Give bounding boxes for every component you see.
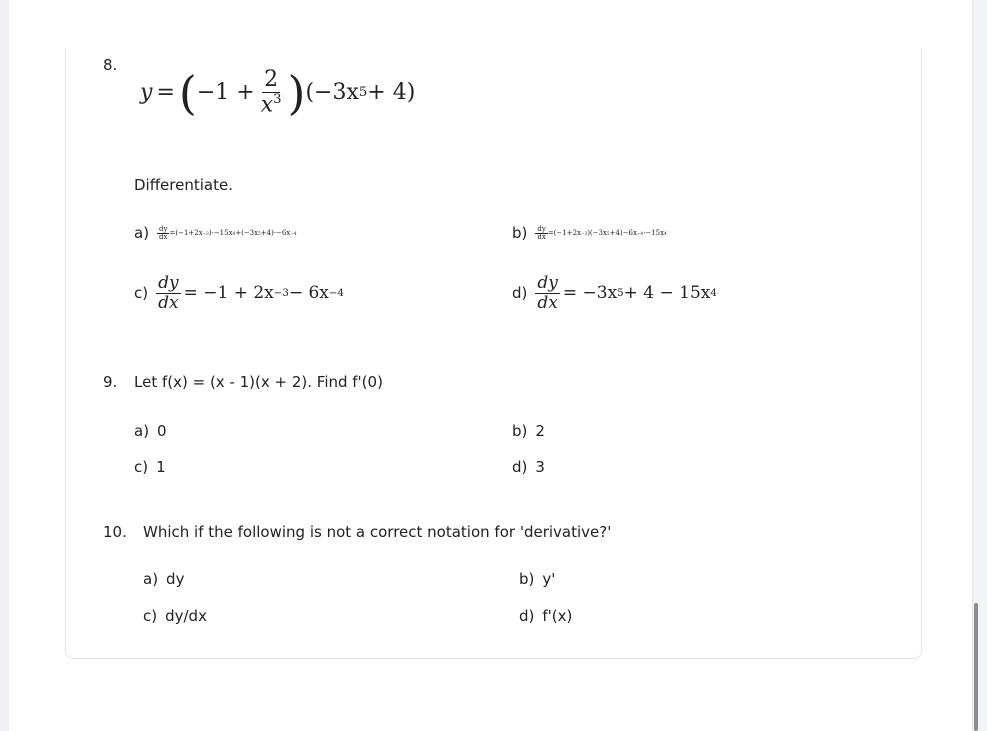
q8-a-exp1: −3 bbox=[202, 230, 209, 236]
question-8-number: 8. bbox=[103, 56, 118, 74]
eq-y: y bbox=[140, 80, 153, 106]
q8-b-exp1: −3 bbox=[581, 230, 588, 236]
q8-c-expr1: = −1 + 2x bbox=[183, 283, 274, 304]
q8-a-exp2: 4 bbox=[232, 230, 236, 236]
q8-a-expr3: +(−3x bbox=[235, 229, 259, 237]
q8-option-d-expression bbox=[535, 274, 717, 312]
q8-c-num: dy bbox=[158, 273, 179, 293]
q8-b-expr1: =(−1+2x bbox=[547, 229, 581, 237]
q8-b-expr2: )(−3x bbox=[587, 229, 607, 237]
q10-option-c[interactable] bbox=[143, 607, 207, 625]
q8-option-c-label: c) bbox=[134, 284, 149, 303]
q8-option-b[interactable] bbox=[512, 224, 667, 242]
q8-b-expr3: +4)−6x bbox=[609, 229, 637, 237]
q10-option-c-label: c) bbox=[143, 607, 158, 625]
eq-fraction-denominator: x bbox=[260, 92, 274, 118]
q9-option-b-value: 2 bbox=[535, 422, 545, 440]
q10-option-a-value: dy bbox=[166, 570, 185, 588]
q10-option-a[interactable] bbox=[143, 570, 184, 588]
q8-d-expr1: = −3x bbox=[562, 283, 618, 304]
q8-option-a-expression bbox=[157, 226, 296, 241]
q8-b-exp2: 5 bbox=[606, 230, 610, 236]
question-9-text: Let f(x) = (x - 1)(x + 2). Find f'(0) bbox=[134, 373, 383, 391]
q8-option-d-label: d) bbox=[512, 284, 528, 303]
q8-option-b-label: b) bbox=[512, 224, 528, 242]
q9-option-b[interactable] bbox=[512, 422, 545, 440]
q8-b-exp4: 4 bbox=[664, 230, 667, 236]
question-8-instruction: Differentiate. bbox=[134, 176, 233, 194]
eq-fraction-den-exponent: 3 bbox=[273, 92, 282, 108]
q10-option-d-value: f'(x) bbox=[542, 607, 573, 625]
eq-left-paren: ( bbox=[178, 65, 197, 120]
q9-option-c-label: c) bbox=[134, 458, 149, 476]
q8-option-b-expression bbox=[535, 226, 666, 241]
eq-equals: = bbox=[156, 80, 175, 106]
eq-rest-a: (−3x bbox=[305, 80, 359, 106]
question-card bbox=[65, 48, 922, 659]
eq-fraction bbox=[259, 68, 284, 118]
q8-option-a-label: a) bbox=[134, 224, 150, 242]
q10-option-d-label: d) bbox=[519, 607, 535, 625]
q10-option-b[interactable] bbox=[519, 570, 555, 588]
q9-option-a-value: 0 bbox=[157, 422, 167, 440]
q8-a-num: dy bbox=[159, 224, 168, 233]
q9-option-c[interactable] bbox=[134, 458, 166, 476]
q9-option-c-value: 1 bbox=[156, 458, 166, 476]
eq-right-paren: ) bbox=[287, 65, 306, 120]
q8-b-den: dx bbox=[537, 232, 546, 241]
q9-option-d[interactable] bbox=[512, 458, 545, 476]
window-left-edge bbox=[0, 0, 9, 731]
q8-option-d[interactable] bbox=[512, 274, 717, 312]
q8-d-den: dx bbox=[537, 292, 558, 313]
q8-a-exp3: 5 bbox=[258, 230, 261, 236]
q9-option-d-label: d) bbox=[512, 458, 528, 476]
scrollbar-thumb[interactable] bbox=[974, 603, 978, 731]
q8-c-exp1: −3 bbox=[273, 287, 289, 299]
q10-option-c-value: dy/dx bbox=[165, 607, 207, 625]
q8-c-den: dx bbox=[158, 292, 179, 313]
q8-c-expr2: − 6x bbox=[288, 283, 329, 304]
q8-c-exp2: −4 bbox=[328, 287, 344, 299]
q8-d-exp2: 4 bbox=[710, 287, 717, 299]
q8-option-a[interactable] bbox=[134, 224, 297, 242]
q8-d-exp1: 5 bbox=[617, 287, 624, 299]
q10-option-b-value: y' bbox=[542, 570, 556, 588]
question-10-number: 10. bbox=[103, 523, 127, 541]
eq-rest-exponent: 5 bbox=[358, 85, 368, 101]
eq-fraction-numerator: 2 bbox=[264, 67, 279, 92]
question-9-number: 9. bbox=[103, 373, 118, 391]
q10-option-d[interactable] bbox=[519, 607, 572, 625]
q10-option-b-label: b) bbox=[519, 570, 535, 588]
eq-minus-one: −1 + bbox=[196, 80, 255, 106]
q9-option-b-label: b) bbox=[512, 422, 528, 440]
q8-a-expr1: =(−1+2x bbox=[169, 229, 203, 237]
q8-b-expr4: ·−15x bbox=[643, 229, 665, 237]
question-8-equation bbox=[140, 65, 416, 120]
q8-option-c[interactable] bbox=[134, 274, 344, 312]
q8-a-den: dx bbox=[159, 232, 168, 241]
q8-d-expr2: + 4 − 15x bbox=[623, 283, 711, 304]
eq-rest-b: + 4) bbox=[367, 80, 416, 106]
q8-b-num: dy bbox=[537, 224, 546, 233]
q8-option-c-expression bbox=[156, 274, 344, 312]
q8-d-num: dy bbox=[537, 273, 558, 293]
question-10-text: Which if the following is not a correct notation for 'derivative?' bbox=[143, 523, 612, 541]
q8-a-expr2: )·−15x bbox=[208, 229, 233, 237]
q8-a-exp4: −4 bbox=[290, 230, 297, 236]
q9-option-a[interactable] bbox=[134, 422, 167, 440]
q8-b-exp3: −4 bbox=[636, 230, 644, 236]
q9-option-a-label: a) bbox=[134, 422, 150, 440]
q9-option-d-value: 3 bbox=[535, 458, 545, 476]
q10-option-a-label: a) bbox=[143, 570, 159, 588]
q8-a-expr4: +4)·−6x bbox=[260, 229, 291, 237]
